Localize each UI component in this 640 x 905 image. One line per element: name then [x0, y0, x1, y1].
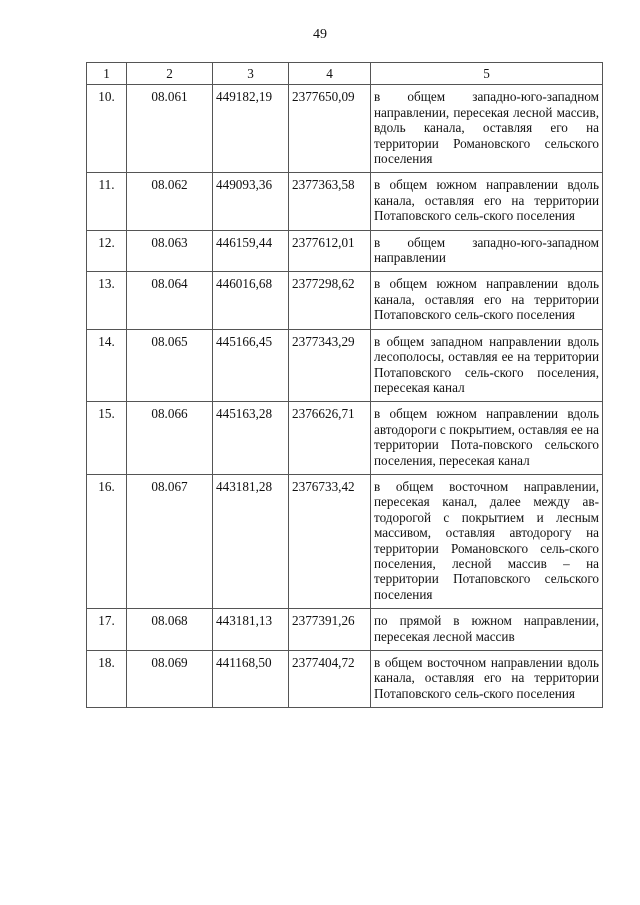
point-code: 08.067 — [127, 474, 213, 608]
coordinate-x: 443181,28 — [213, 474, 289, 608]
point-code: 08.062 — [127, 173, 213, 230]
table-row — [87, 230, 603, 272]
boundary-description: в общем западно-юго-западном направлении — [371, 230, 603, 272]
coordinate-y: 2377391,26 — [289, 609, 371, 651]
row-number: 13. — [87, 272, 127, 329]
row-number: 18. — [87, 651, 127, 708]
coordinate-x: 441168,50 — [213, 651, 289, 708]
header-col-5: 5 — [371, 63, 603, 85]
table-row — [87, 272, 603, 329]
coordinate-x: 445163,28 — [213, 402, 289, 475]
boundary-description: в общем южном направлении вдоль канала, оставляя его на территории Потаповского сель-ского поселения — [371, 272, 603, 329]
row-number: 14. — [87, 329, 127, 402]
coordinate-x: 443181,13 — [213, 609, 289, 651]
boundary-description: в общем южном направлении вдоль автодороги с покрытием, оставляя ее на территории Пота-повского сельского поселения, пересекая канал — [371, 402, 603, 475]
row-number: 11. — [87, 173, 127, 230]
coordinate-y: 2377363,58 — [289, 173, 371, 230]
header-col-1: 1 — [87, 63, 127, 85]
table-row — [87, 402, 603, 475]
point-code: 08.063 — [127, 230, 213, 272]
table-row — [87, 651, 603, 708]
boundary-description: в общем восточном направлении, пересекая канал, далее между ав-тодорогой с покрытием и лесным массивом, оставляя автодорогу на территории Романовского сель-ского поселения, лесной массив – на территории Потаповского сельского поселения — [371, 474, 603, 608]
coordinate-x: 446159,44 — [213, 230, 289, 272]
table-row — [87, 474, 603, 608]
point-code: 08.069 — [127, 651, 213, 708]
row-number: 10. — [87, 85, 127, 173]
coordinate-y: 2377298,62 — [289, 272, 371, 329]
point-code: 08.068 — [127, 609, 213, 651]
coordinate-x: 449182,19 — [213, 85, 289, 173]
coordinate-x: 445166,45 — [213, 329, 289, 402]
boundary-description: в общем южном направлении вдоль канала, оставляя его на территории Потаповского сель-ского поселения — [371, 173, 603, 230]
coordinate-y: 2377612,01 — [289, 230, 371, 272]
boundary-description: в общем западном направлении вдоль лесополосы, оставляя ее на территории Потаповского сель-ского поселения, пересекая канал — [371, 329, 603, 402]
header-col-2: 2 — [127, 63, 213, 85]
table-row — [87, 85, 603, 173]
point-code: 08.065 — [127, 329, 213, 402]
point-code: 08.066 — [127, 402, 213, 475]
coordinate-y: 2377650,09 — [289, 85, 371, 173]
coordinate-y: 2376626,71 — [289, 402, 371, 475]
page-number: 49 — [313, 27, 327, 42]
point-code: 08.064 — [127, 272, 213, 329]
table-header-row — [87, 63, 603, 85]
coordinate-y: 2377404,72 — [289, 651, 371, 708]
table-row — [87, 173, 603, 230]
row-number: 15. — [87, 402, 127, 475]
point-code: 08.061 — [127, 85, 213, 173]
coordinate-y: 2377343,29 — [289, 329, 371, 402]
row-number: 17. — [87, 609, 127, 651]
boundary-description: по прямой в южном направлении, пересекая лесной массив — [371, 609, 603, 651]
coordinate-y: 2376733,42 — [289, 474, 371, 608]
table-row — [87, 609, 603, 651]
header-col-4: 4 — [289, 63, 371, 85]
boundary-description: в общем западно-юго-западном направлении, пересекая лесной массив, вдоль канала, оставляя его на территории Романовского сельского поселения — [371, 85, 603, 173]
coordinate-x: 446016,68 — [213, 272, 289, 329]
boundary-table — [86, 62, 603, 708]
coordinate-x: 449093,36 — [213, 173, 289, 230]
table-row — [87, 329, 603, 402]
boundary-description: в общем восточном направлении вдоль канала, оставляя его на территории Потаповского сель-ского поселения — [371, 651, 603, 708]
row-number: 12. — [87, 230, 127, 272]
header-col-3: 3 — [213, 63, 289, 85]
row-number: 16. — [87, 474, 127, 608]
